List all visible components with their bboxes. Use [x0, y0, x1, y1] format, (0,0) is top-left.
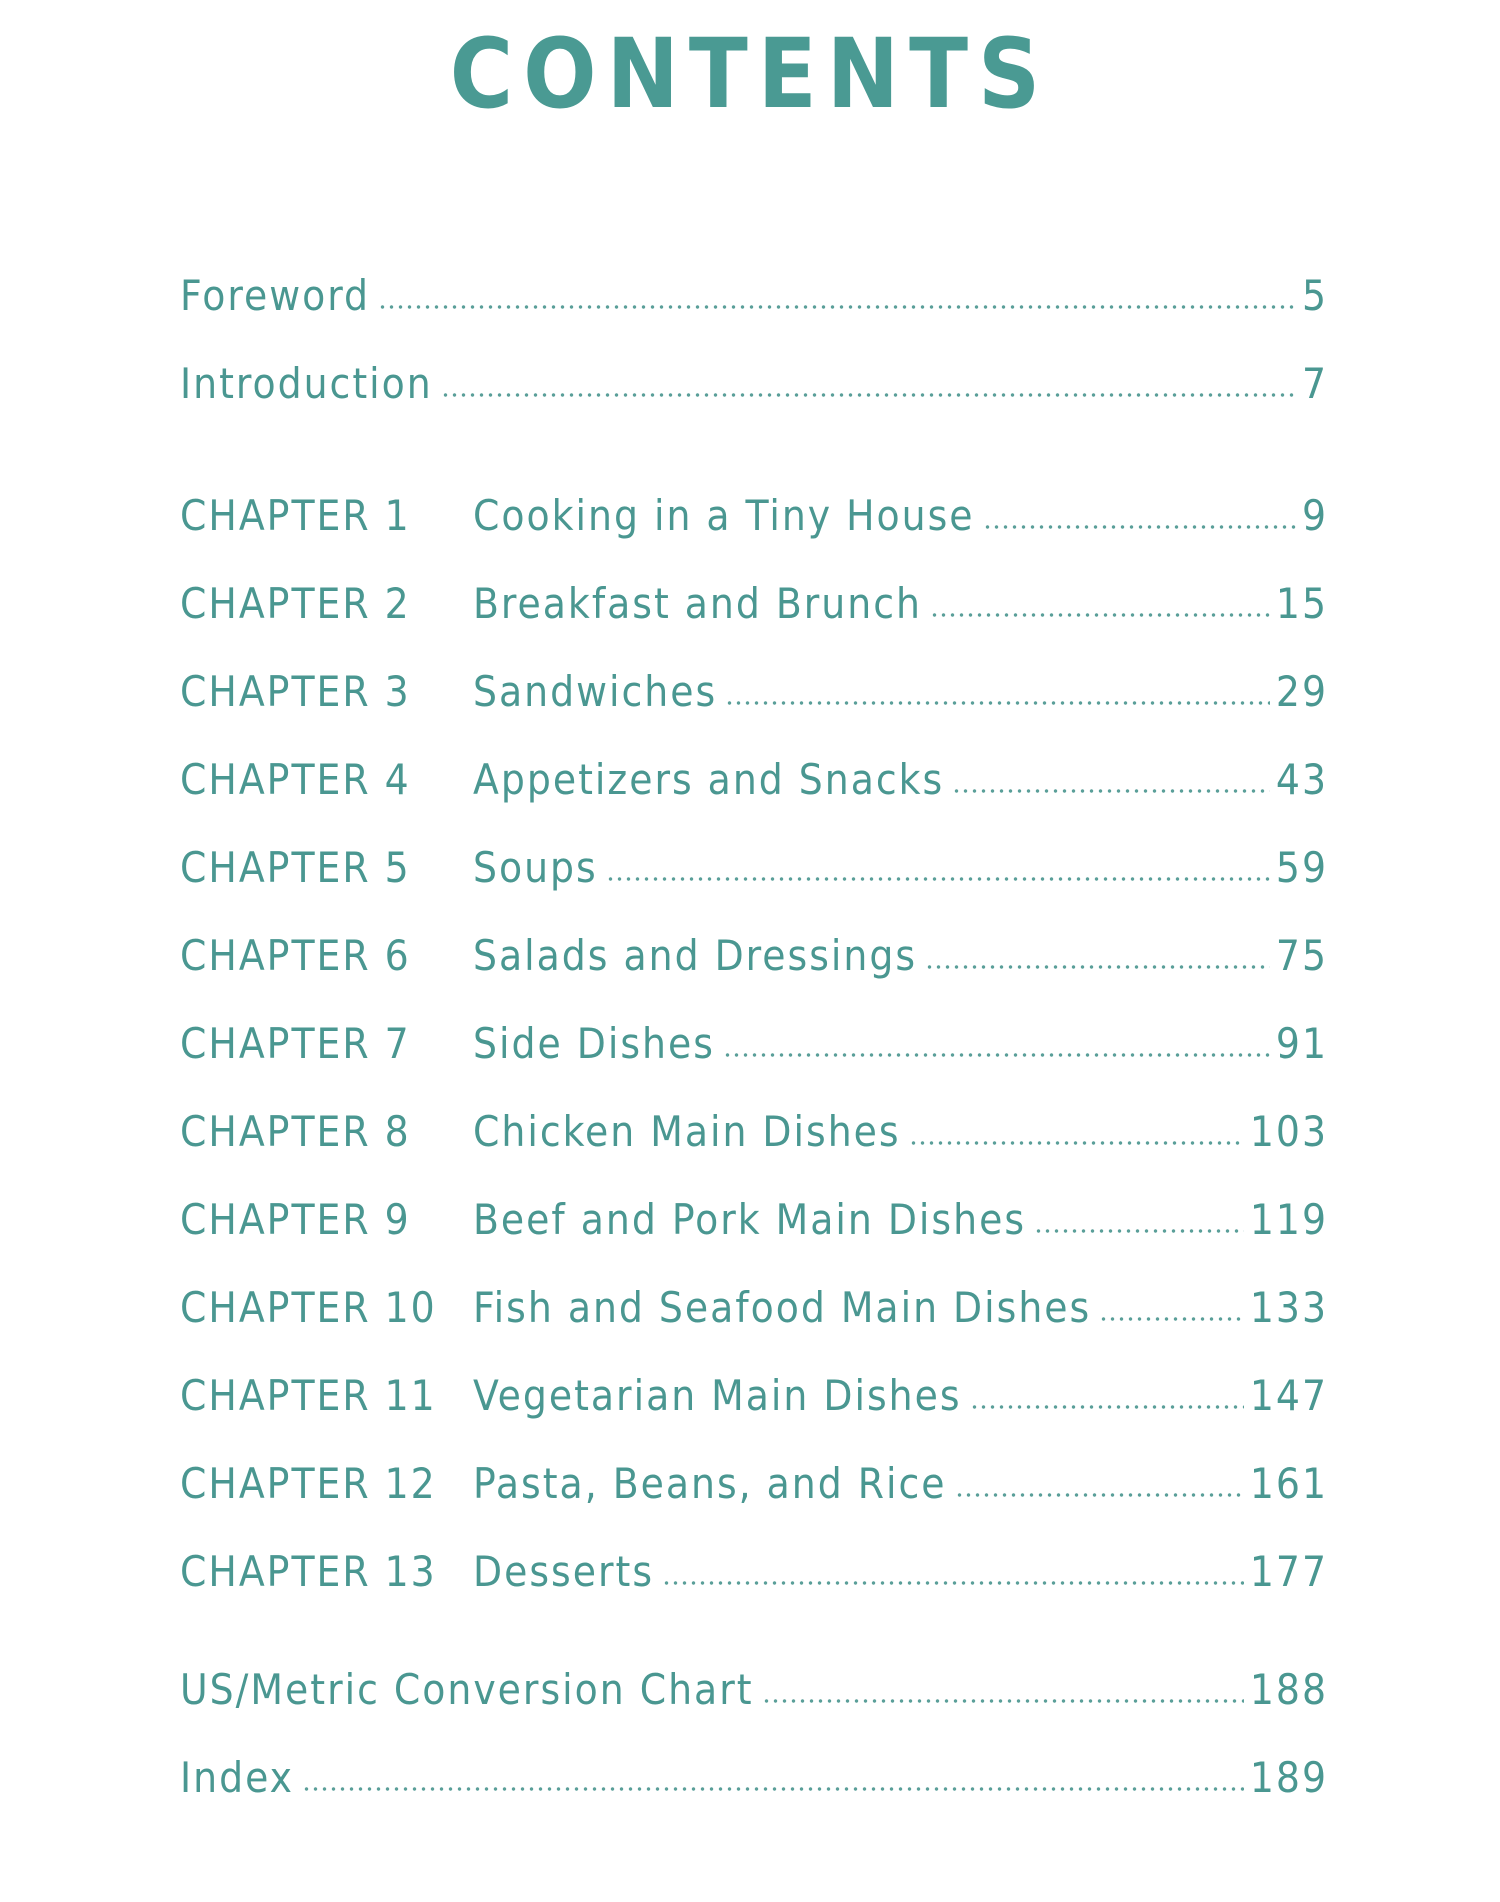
entry-title: Breakfast and Brunch	[473, 579, 922, 628]
dot-leader	[983, 525, 1296, 529]
dot-leader	[723, 1053, 1270, 1057]
entry-title: Appetizers and Snacks	[473, 755, 945, 804]
chapter-label: CHAPTER 10	[180, 1283, 437, 1332]
page-number: 29	[1275, 667, 1328, 716]
toc-entry-chapter-11[interactable]	[180, 1362, 1328, 1422]
page-number: 177	[1249, 1547, 1328, 1596]
chapter-label: CHAPTER 11	[180, 1371, 437, 1420]
entry-title: Chicken Main Dishes	[473, 1107, 901, 1156]
chapter-label: CHAPTER 8	[180, 1107, 411, 1156]
toc-entry-chapter-8[interactable]	[180, 1098, 1328, 1158]
page-number: 59	[1275, 843, 1328, 892]
chapter-label: CHAPTER 7	[180, 1019, 411, 1068]
entry-title: Soups	[473, 843, 598, 892]
entry-title: Beef and Pork Main Dishes	[473, 1195, 1027, 1244]
page-number: 7	[1301, 359, 1328, 408]
entry-title: Side Dishes	[473, 1019, 715, 1068]
chapter-label: CHAPTER 6	[180, 931, 411, 980]
dot-leader	[725, 701, 1270, 705]
toc-entry-chapter-12[interactable]	[180, 1450, 1328, 1510]
dot-leader	[1099, 1317, 1244, 1321]
dot-leader	[925, 965, 1270, 969]
chapter-label: CHAPTER 12	[180, 1459, 437, 1508]
toc-entry-chapter-13[interactable]	[180, 1538, 1328, 1598]
dot-leader	[930, 613, 1270, 617]
toc-entry-conversion-chart[interactable]	[180, 1656, 1328, 1716]
entry-title: US/Metric Conversion Chart	[180, 1665, 754, 1714]
dot-leader	[1034, 1229, 1244, 1233]
toc-entry-chapter-9[interactable]	[180, 1186, 1328, 1246]
page-number: 133	[1249, 1283, 1328, 1332]
entry-title: Pasta, Beans, and Rice	[473, 1459, 947, 1508]
entry-title: Introduction	[180, 359, 433, 408]
dot-leader	[302, 1787, 1244, 1791]
toc-entry-chapter-7[interactable]	[180, 1010, 1328, 1070]
dot-leader	[955, 1493, 1244, 1497]
page-number: 189	[1249, 1753, 1328, 1802]
toc-entry-chapter-2[interactable]	[180, 570, 1328, 630]
toc-entry-foreword[interactable]	[180, 262, 1328, 322]
page-number: 9	[1301, 491, 1328, 540]
toc-entry-chapter-10[interactable]	[180, 1274, 1328, 1334]
dot-leader	[662, 1581, 1244, 1585]
chapter-label: CHAPTER 4	[180, 755, 411, 804]
toc-entry-chapter-6[interactable]	[180, 922, 1328, 982]
chapter-label: CHAPTER 1	[180, 491, 411, 540]
entry-title: Cooking in a Tiny House	[473, 491, 975, 540]
toc-entry-chapter-5[interactable]	[180, 834, 1328, 894]
page-number: 43	[1275, 755, 1328, 804]
entry-title: Salads and Dressings	[473, 931, 918, 980]
dot-leader	[606, 877, 1270, 881]
table-of-contents	[180, 0, 1328, 1902]
page-number: 103	[1249, 1107, 1328, 1156]
page-number: 91	[1275, 1019, 1328, 1068]
toc-entry-chapter-3[interactable]	[180, 658, 1328, 718]
page-number: 161	[1249, 1459, 1328, 1508]
dot-leader	[441, 393, 1296, 397]
toc-entry-index[interactable]	[180, 1744, 1328, 1804]
chapter-label: CHAPTER 9	[180, 1195, 411, 1244]
page-number: 147	[1249, 1371, 1328, 1420]
page-number: 119	[1249, 1195, 1328, 1244]
entry-title: Vegetarian Main Dishes	[473, 1371, 962, 1420]
page-number: 75	[1275, 931, 1328, 980]
entry-title: Fish and Seafood Main Dishes	[473, 1283, 1092, 1332]
page-title: CONTENTS	[449, 18, 1051, 130]
dot-leader	[762, 1699, 1244, 1703]
toc-entry-introduction[interactable]	[180, 350, 1328, 410]
page-number: 15	[1275, 579, 1328, 628]
chapter-label: CHAPTER 2	[180, 579, 411, 628]
toc-entry-chapter-1[interactable]	[180, 482, 1328, 542]
entry-title: Index	[180, 1753, 294, 1802]
chapter-label: CHAPTER 3	[180, 667, 411, 716]
entry-title: Foreword	[180, 271, 371, 320]
entry-title: Sandwiches	[473, 667, 718, 716]
page-number: 188	[1249, 1665, 1328, 1714]
dot-leader	[970, 1405, 1244, 1409]
page-number: 5	[1301, 271, 1328, 320]
dot-leader	[952, 789, 1270, 793]
chapter-label: CHAPTER 5	[180, 843, 411, 892]
toc-entry-chapter-4[interactable]	[180, 746, 1328, 806]
dot-leader	[378, 305, 1296, 309]
chapter-label: CHAPTER 13	[180, 1547, 437, 1596]
entry-title: Desserts	[473, 1547, 655, 1596]
dot-leader	[909, 1141, 1244, 1145]
